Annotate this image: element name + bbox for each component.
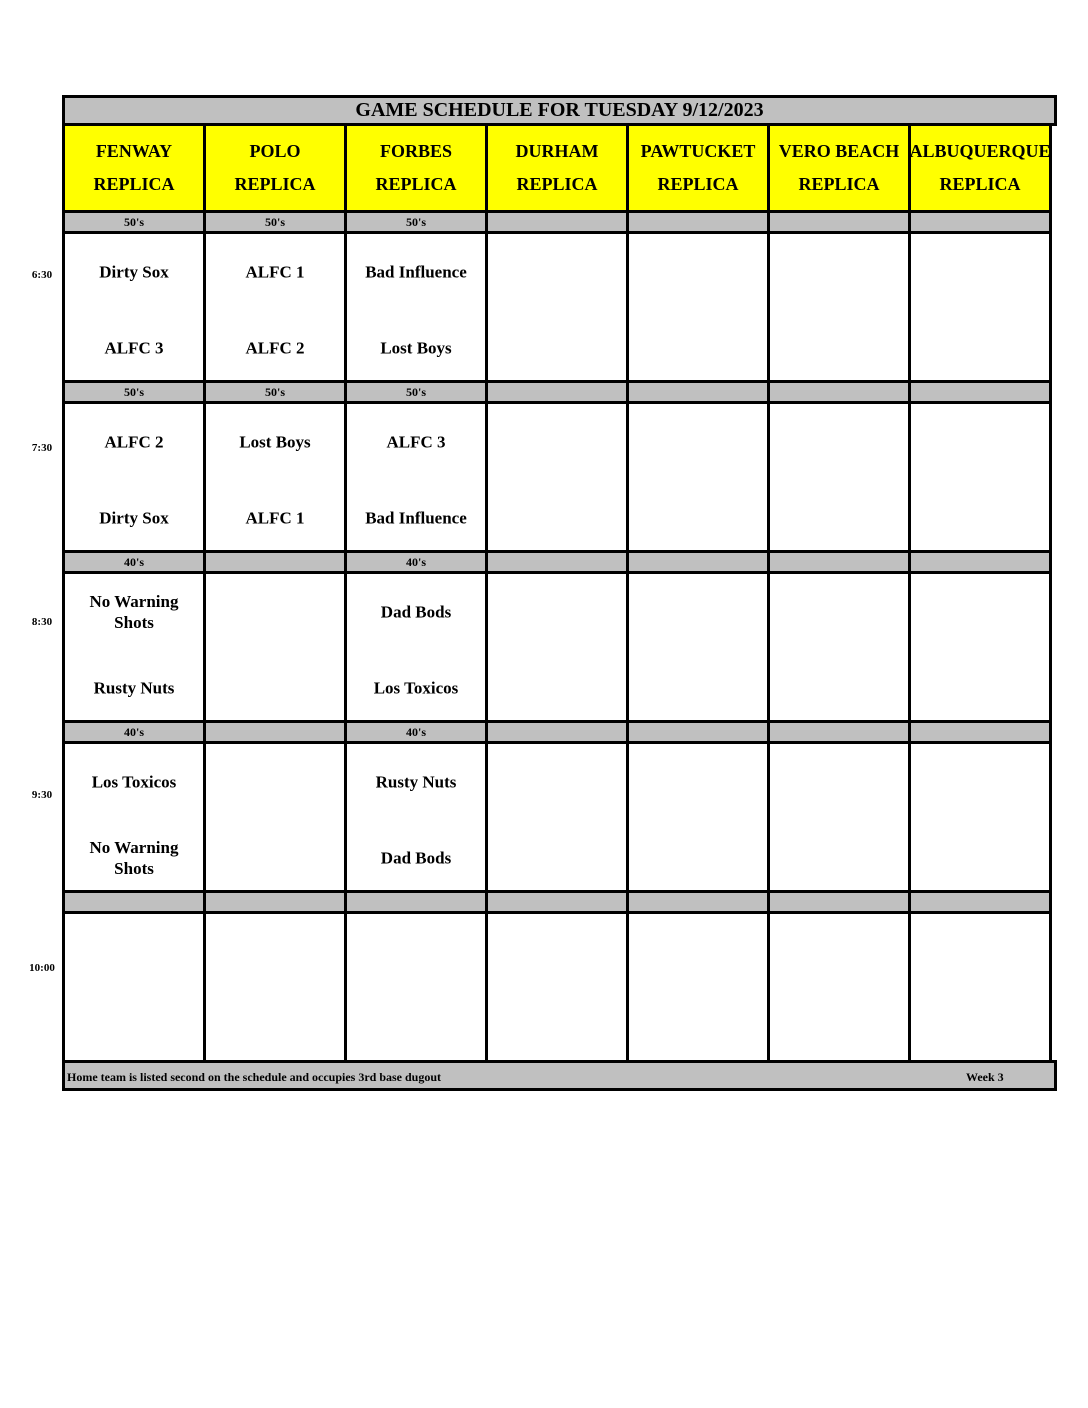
time-label-630: 6:30 (31, 269, 53, 281)
time-label-730: 7:30 (31, 442, 53, 454)
game-cell (908, 571, 1052, 723)
game-row (62, 741, 1057, 893)
game-cell (203, 741, 347, 893)
field-name: VERO BEACH (778, 141, 900, 161)
game-cell (767, 911, 911, 1063)
schedule-title: GAME SCHEDULE FOR TUESDAY 9/12/2023 (62, 95, 1057, 126)
game-cell (626, 571, 770, 723)
home-team: ALFC 1 (245, 508, 305, 528)
game-cell (344, 401, 488, 553)
field-header (767, 123, 911, 213)
field-name: DURHAM (515, 141, 599, 161)
game-cell (485, 401, 629, 553)
game-cell (767, 231, 911, 383)
home-team: Dirty Sox (99, 508, 169, 528)
time-label-830: 8:30 (31, 616, 53, 628)
field-type: REPLICA (375, 174, 457, 194)
home-team: No Warning Shots (89, 838, 179, 878)
game-cell (203, 911, 347, 1063)
game-cell (485, 231, 629, 383)
division-cell: 50's (203, 210, 347, 234)
field-type: REPLICA (939, 174, 1021, 194)
home-team: ALFC 3 (104, 338, 164, 358)
away-team: Los Toxicos (91, 772, 177, 792)
game-cell (908, 911, 1052, 1063)
home-team-note: Home team is listed second on the schedule and occupies 3rd base dugout (67, 1070, 442, 1084)
field-type: REPLICA (516, 174, 598, 194)
division-cell: 50's (203, 380, 347, 404)
division-cell: 50's (62, 380, 206, 404)
home-team: Rusty Nuts (93, 678, 175, 698)
game-cell (62, 741, 206, 893)
division-cell: 40's (62, 550, 206, 574)
game-cell (344, 571, 488, 723)
away-team: Bad Influence (365, 262, 467, 282)
game-cell (485, 571, 629, 723)
division-cell: 40's (344, 720, 488, 744)
game-row (62, 231, 1057, 383)
field-type: REPLICA (93, 174, 175, 194)
division-cell: 40's (344, 550, 488, 574)
game-cell (203, 231, 347, 383)
game-cell (767, 741, 911, 893)
field-header (485, 123, 629, 213)
field-header (203, 123, 347, 213)
division-cell: 50's (344, 380, 488, 404)
field-name: FORBES (379, 141, 453, 161)
home-team: Dad Bods (380, 848, 452, 868)
home-team: Lost Boys (380, 338, 452, 358)
game-cell (485, 911, 629, 1063)
away-team: No Warning Shots (89, 592, 179, 632)
game-cell (626, 401, 770, 553)
game-cell (62, 571, 206, 723)
time-label-930: 9:30 (31, 789, 53, 801)
home-team: ALFC 2 (245, 338, 305, 358)
away-team: ALFC 1 (245, 262, 305, 282)
schedule-table (62, 95, 1057, 1091)
field-header (626, 123, 770, 213)
game-cell (767, 571, 911, 723)
field-type: REPLICA (234, 174, 316, 194)
game-cell (203, 571, 347, 723)
field-name: PAWTUCKET (640, 141, 756, 161)
game-row (62, 911, 1057, 1063)
away-team: ALFC 3 (386, 432, 446, 452)
game-cell (203, 401, 347, 553)
game-cell (908, 741, 1052, 893)
game-cell (62, 911, 206, 1063)
game-cell (62, 231, 206, 383)
away-team: Dad Bods (380, 602, 452, 622)
game-row (62, 571, 1057, 723)
field-type: REPLICA (798, 174, 880, 194)
game-cell (344, 231, 488, 383)
home-team: Los Toxicos (373, 678, 459, 698)
game-cell (908, 401, 1052, 553)
week-label: Week 3 (966, 1070, 1004, 1084)
field-header (62, 123, 206, 213)
field-name: POLO (249, 141, 301, 161)
time-label-1000: 10:00 (29, 962, 55, 974)
away-team: Rusty Nuts (375, 772, 457, 792)
field-name: FENWAY (95, 141, 173, 161)
division-cell: 40's (62, 720, 206, 744)
division-cell: 50's (62, 210, 206, 234)
game-cell (344, 741, 488, 893)
game-cell (626, 231, 770, 383)
field-header-row (62, 123, 1057, 213)
away-team: Dirty Sox (99, 262, 169, 282)
field-type: REPLICA (657, 174, 739, 194)
away-team: ALFC 2 (104, 432, 164, 452)
away-team: Lost Boys (239, 432, 311, 452)
home-team: Bad Influence (365, 508, 467, 528)
game-cell (908, 231, 1052, 383)
field-name: ALBUQUERQUE (909, 141, 1051, 161)
field-header (908, 123, 1052, 213)
schedule-footer (62, 1060, 1057, 1091)
game-row (62, 401, 1057, 553)
field-header (344, 123, 488, 213)
game-cell (626, 741, 770, 893)
game-cell (62, 401, 206, 553)
division-cell: 50's (344, 210, 488, 234)
game-cell (485, 741, 629, 893)
game-cell (344, 911, 488, 1063)
game-cell (767, 401, 911, 553)
game-cell (626, 911, 770, 1063)
